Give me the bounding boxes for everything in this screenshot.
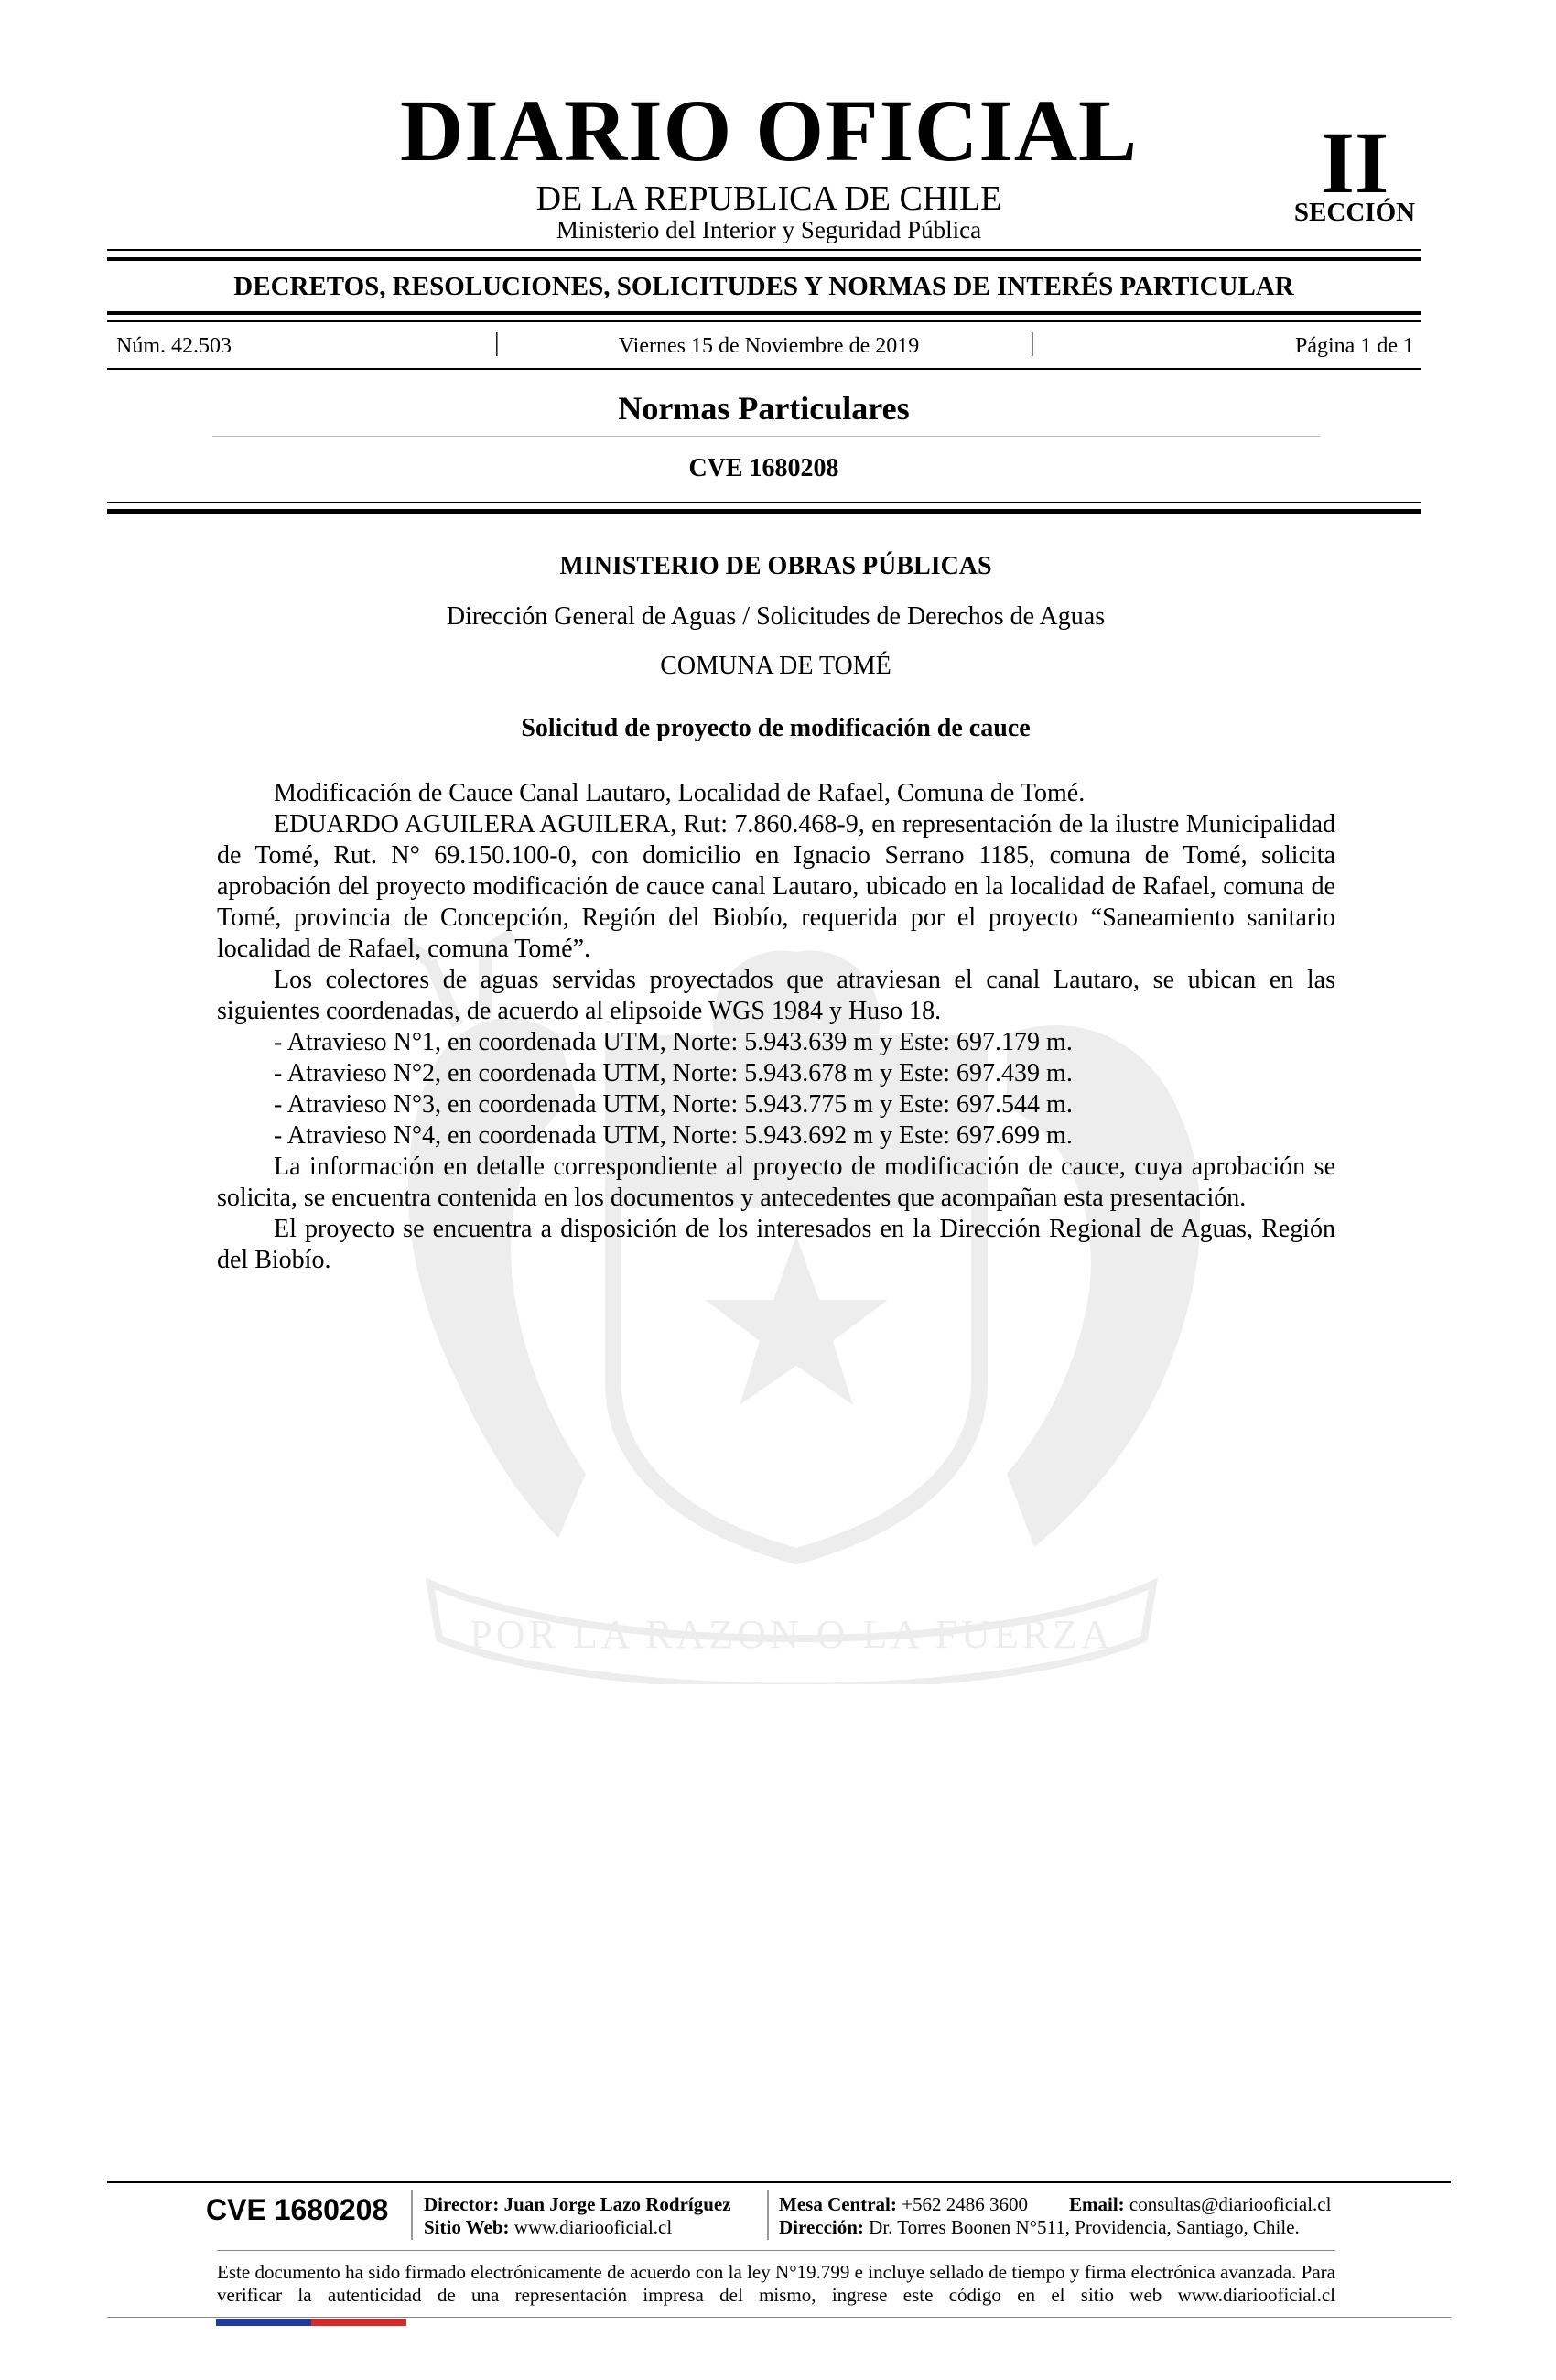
address-value: Dr. Torres Boonen N°511, Providencia, Santiago, Chile.	[869, 2216, 1300, 2238]
issue-date: Viernes 15 de Noviembre de 2019	[618, 334, 920, 358]
banner-rule	[107, 320, 1421, 322]
issue-page: Página 1 de 1	[1295, 334, 1414, 358]
footer-director	[424, 2193, 731, 2216]
footer-rule	[217, 2250, 1335, 2251]
direction-heading: Dirección General de Aguas / Solicitudes de Derechos de Aguas	[446, 602, 1106, 631]
banner-rule	[107, 311, 1421, 315]
body-paragraph: El proyecto se encuentra a disposición de los interesados en la Dirección Regional de Aguas, Región del Biobío.	[217, 1215, 1335, 1274]
footer-email	[1069, 2193, 1331, 2216]
document-body	[217, 778, 1335, 1276]
email-link[interactable]: consultas@diariooficial.cl	[1129, 2193, 1332, 2215]
director-name: Juan Jorge Lazo Rodríguez	[503, 2193, 731, 2215]
footer-divider	[767, 2190, 769, 2240]
issue-rule	[107, 368, 1421, 370]
footer-address	[779, 2216, 1300, 2239]
commune-heading: COMUNA DE TOMÉ	[660, 652, 891, 680]
masthead-ministry: Ministerio del Interior y Seguridad Pública	[556, 216, 982, 243]
footer-cve-code: CVE 1680208	[206, 2193, 389, 2226]
footer-rule	[107, 2317, 1451, 2318]
body-paragraph: EDUARDO AGUILERA AGUILERA, Rut: 7.860.468-9, en representación de la ilustre Municipalidad de Tomé, Rut. N° 69.150.100-0, con domicilio en Ignacio Serrano 1185, comuna de Tomé, solicita aprobación del proyecto modificación de cauce canal Lautaro, ubicado en la localidad de Rafael, comuna de Tomé, provincia de Concepción, Región del Biobío, requerida por el proyecto “Saneamiento sanitario localidad de Rafael, comuna Tomé”.	[217, 810, 1335, 963]
issue-separator: |	[1030, 329, 1035, 357]
email-label: Email:	[1069, 2193, 1125, 2215]
phone-value: +562 2486 3600	[902, 2193, 1028, 2215]
footer-website	[424, 2216, 672, 2239]
masthead-title: DIARIO OFICIAL	[399, 81, 1139, 179]
header-rule	[107, 257, 1421, 261]
issue-separator: |	[494, 329, 500, 357]
cve-rule	[107, 502, 1421, 503]
footer-legal-notice: Este documento ha sido firmado electrónicamente de acuerdo con la ley N°19.799 e incluye sellado de tiempo y firma electrónica avanzada. Para verificar la autenticidad de una representación impresa del mismo, ingrese este código en el sitio web www.diariooficial.cl	[217, 2261, 1335, 2306]
watermark-motto: POR LA RAZON O LA FUERZA	[470, 1612, 1114, 1657]
flag-stripe-red	[311, 2319, 406, 2326]
footer-phone	[779, 2193, 1028, 2216]
website-link[interactable]: www.diariooficial.cl	[513, 2216, 673, 2238]
norm-title: Normas Particulares	[618, 390, 910, 427]
body-paragraph: - Atravieso N°2, en coordenada UTM, Norte: 5.943.678 m y Este: 697.439 m.	[274, 1059, 1073, 1087]
cve-code: CVE 1680208	[688, 454, 839, 482]
section-number: II	[1320, 114, 1389, 211]
flag-stripe-blue	[216, 2319, 311, 2326]
footer-rule	[107, 2181, 1451, 2183]
issue-number: Núm. 42.503	[116, 334, 232, 358]
body-paragraph: Modificación de Cauce Canal Lautaro, Localidad de Rafael, Comuna de Tomé.	[274, 779, 1086, 807]
cve-rule	[107, 509, 1421, 514]
body-paragraph: - Atravieso N°1, en coordenada UTM, Norte: 5.943.639 m y Este: 697.179 m.	[274, 1028, 1073, 1056]
ministry-heading: MINISTERIO DE OBRAS PÚBLICAS	[559, 552, 992, 580]
footer-divider	[411, 2190, 413, 2240]
header-rule	[107, 249, 1421, 251]
section-label: SECCIÓN	[1293, 198, 1416, 227]
body-paragraph: La información en detalle correspondiente al proyecto de modificación de cauce, cuya aprobación se solicita, se encuentra contenida en los documentos y antecedentes que acompañan esta presentación.	[217, 1152, 1335, 1212]
title-divider	[212, 436, 1320, 437]
masthead-subtitle: DE LA REPUBLICA DE CHILE	[535, 179, 1002, 218]
request-title: Solicitud de proyecto de modificación de cauce	[521, 714, 1031, 742]
body-paragraph: - Atravieso N°3, en coordenada UTM, Norte: 5.943.775 m y Este: 697.544 m.	[274, 1090, 1073, 1119]
section-banner: DECRETOS, RESOLUCIONES, SOLICITUDES Y NORMAS DE INTERÉS PARTICULAR	[233, 272, 1294, 301]
phone-label: Mesa Central:	[779, 2193, 897, 2215]
body-paragraph: Los colectores de aguas servidas proyectados que atraviesan el canal Lautaro, se ubican en las siguientes coordenadas, de acuerdo al elipsoide WGS 1984 y Huso 18.	[217, 966, 1335, 1025]
address-label: Dirección:	[779, 2216, 864, 2238]
director-label: Director:	[424, 2193, 500, 2215]
body-paragraph: - Atravieso N°4, en coordenada UTM, Norte: 5.943.692 m y Este: 697.699 m.	[274, 1121, 1073, 1150]
website-label: Sitio Web:	[424, 2216, 510, 2238]
